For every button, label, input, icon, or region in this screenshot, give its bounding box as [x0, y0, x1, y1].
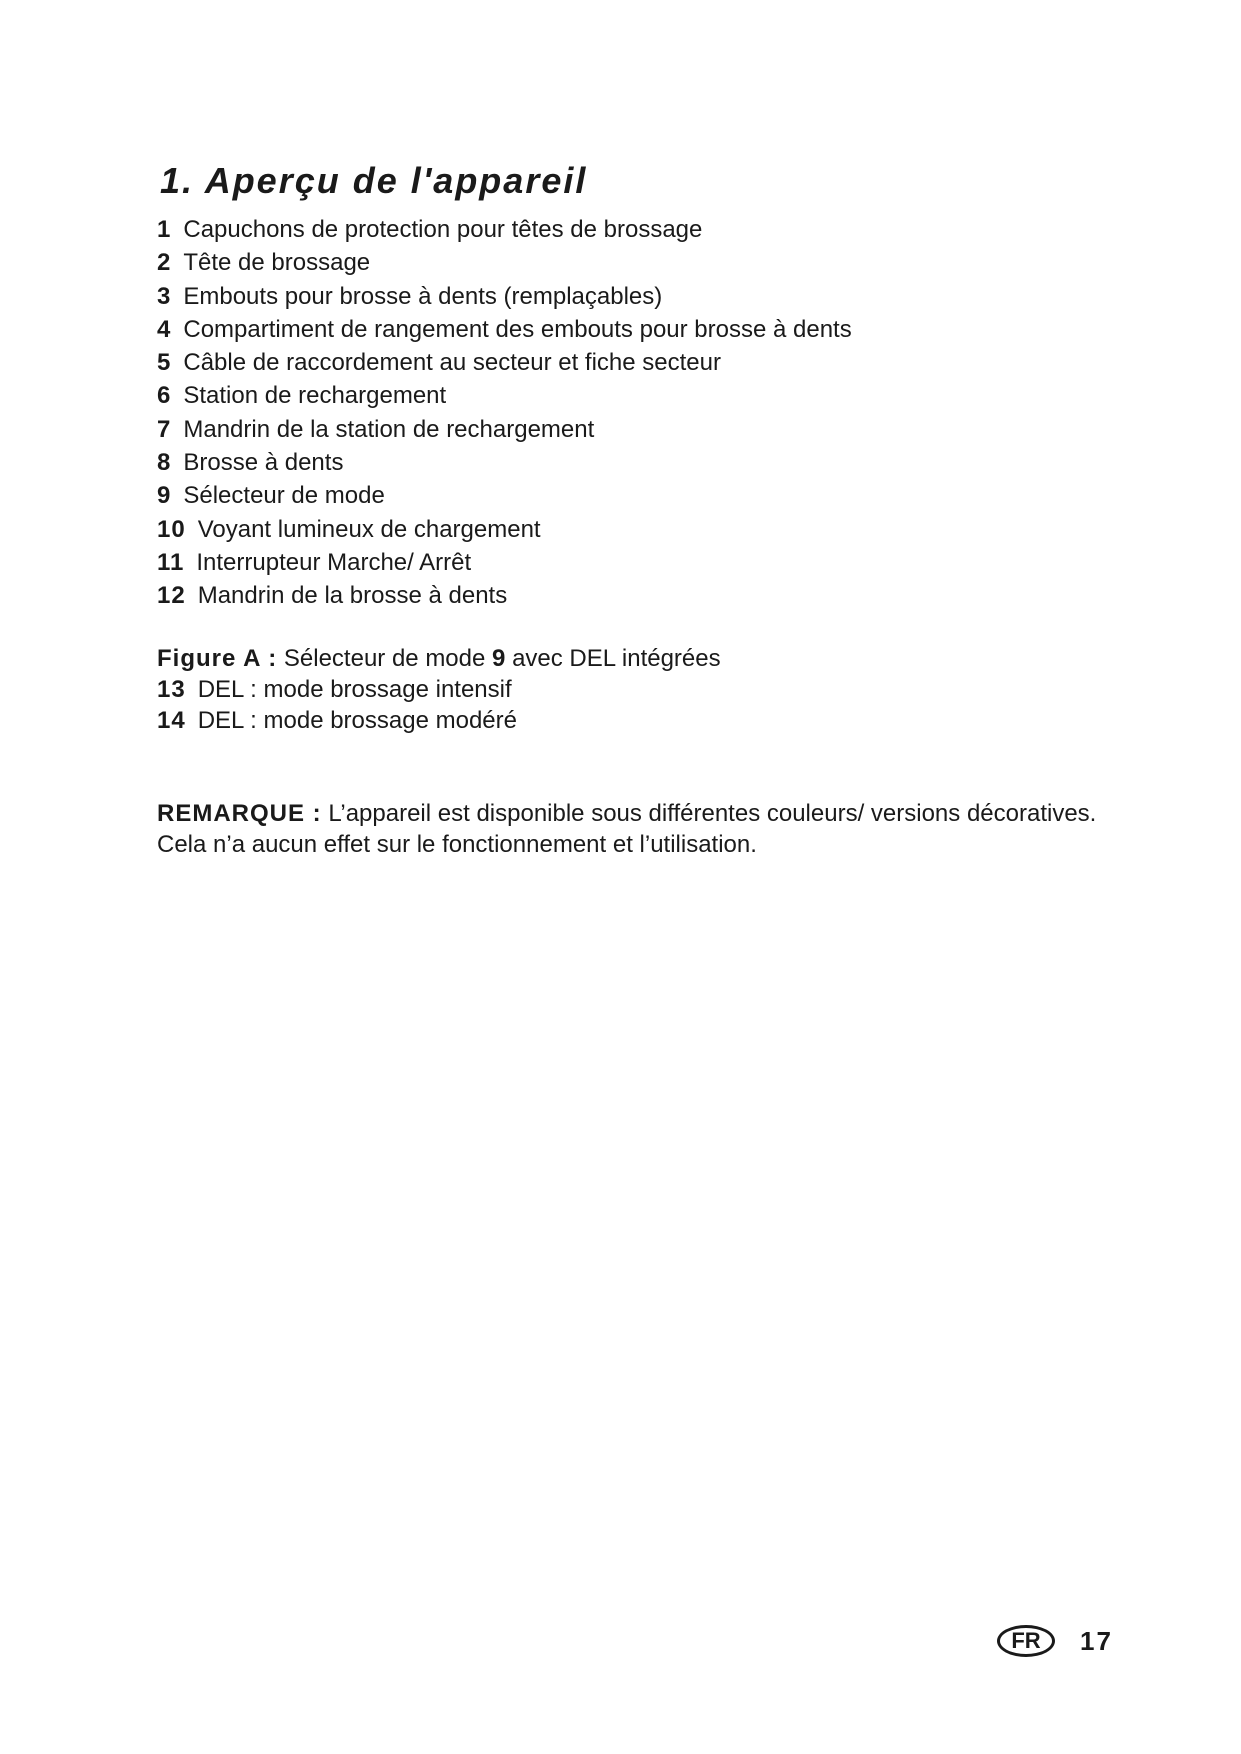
figure-ref-number: 9	[492, 645, 506, 672]
item-label: Voyant lumineux de chargement	[197, 515, 541, 543]
list-item	[157, 213, 852, 246]
item-label: Compartiment de rangement des embouts pour brosse à dents	[183, 315, 852, 343]
figure-legend	[157, 643, 721, 736]
item-label: DEL : mode brossage modéré	[197, 707, 517, 734]
list-item	[157, 313, 852, 346]
list-item	[157, 513, 852, 546]
list-item	[157, 280, 852, 313]
figure-text: Sélecteur de mode	[283, 645, 486, 672]
item-number: 9	[157, 482, 172, 510]
item-label: Station de rechargement	[183, 382, 447, 410]
item-number: 5	[157, 349, 172, 377]
list-item	[157, 346, 852, 379]
item-number: 10	[157, 515, 186, 543]
page-number: 17	[1080, 1625, 1113, 1656]
item-number: 7	[157, 415, 172, 443]
item-label: Mandrin de la station de rechargement	[183, 415, 595, 443]
item-number: 6	[157, 382, 172, 410]
item-number: 13	[157, 676, 186, 703]
item-number: 12	[157, 582, 186, 610]
list-item	[157, 479, 852, 512]
item-number: 2	[157, 249, 172, 277]
list-item	[157, 413, 852, 446]
note-line	[157, 798, 1117, 829]
item-label: Interrupteur Marche/ Arrêt	[196, 548, 472, 576]
item-label: Câble de raccordement au secteur et fiche secteur	[183, 349, 721, 377]
item-number: 11	[157, 548, 185, 576]
item-label: Sélecteur de mode	[183, 482, 385, 510]
list-item	[157, 446, 852, 479]
list-item	[157, 246, 852, 279]
language-badge: FR	[997, 1625, 1055, 1657]
item-number: 8	[157, 449, 172, 477]
figure-label: Figure A :	[157, 645, 278, 672]
item-number: 4	[157, 315, 172, 343]
item-label: Tête de brossage	[183, 249, 371, 277]
note-label: REMARQUE :	[157, 800, 322, 827]
list-item	[157, 579, 852, 612]
item-number: 3	[157, 282, 172, 310]
item-label: Mandrin de la brosse à dents	[197, 582, 508, 610]
note-line: Cela n’a aucun effet sur le fonctionnement et l’utilisation.	[157, 831, 757, 858]
item-label: Brosse à dents	[183, 449, 344, 477]
list-item	[157, 379, 852, 412]
parts-list	[157, 213, 852, 613]
item-label: Embouts pour brosse à dents (remplaçables)	[183, 282, 663, 310]
item-number: 1	[157, 216, 172, 243]
page-title: 1. Aperçu de l'appareil	[160, 160, 588, 201]
list-item	[157, 546, 852, 579]
note-text: L’appareil est disponible sous différentes couleurs/ versions décoratives.	[328, 800, 1097, 827]
page-footer	[997, 1621, 1113, 1661]
list-item	[157, 705, 721, 736]
note	[157, 798, 1117, 860]
item-number: 14	[157, 707, 186, 734]
figure-text-after: avec DEL intégrées	[512, 645, 721, 672]
item-label: Capuchons de protection pour têtes de brossage	[183, 216, 703, 243]
figure-caption	[157, 643, 721, 674]
item-label: DEL : mode brossage intensif	[197, 676, 512, 703]
list-item	[157, 674, 721, 705]
